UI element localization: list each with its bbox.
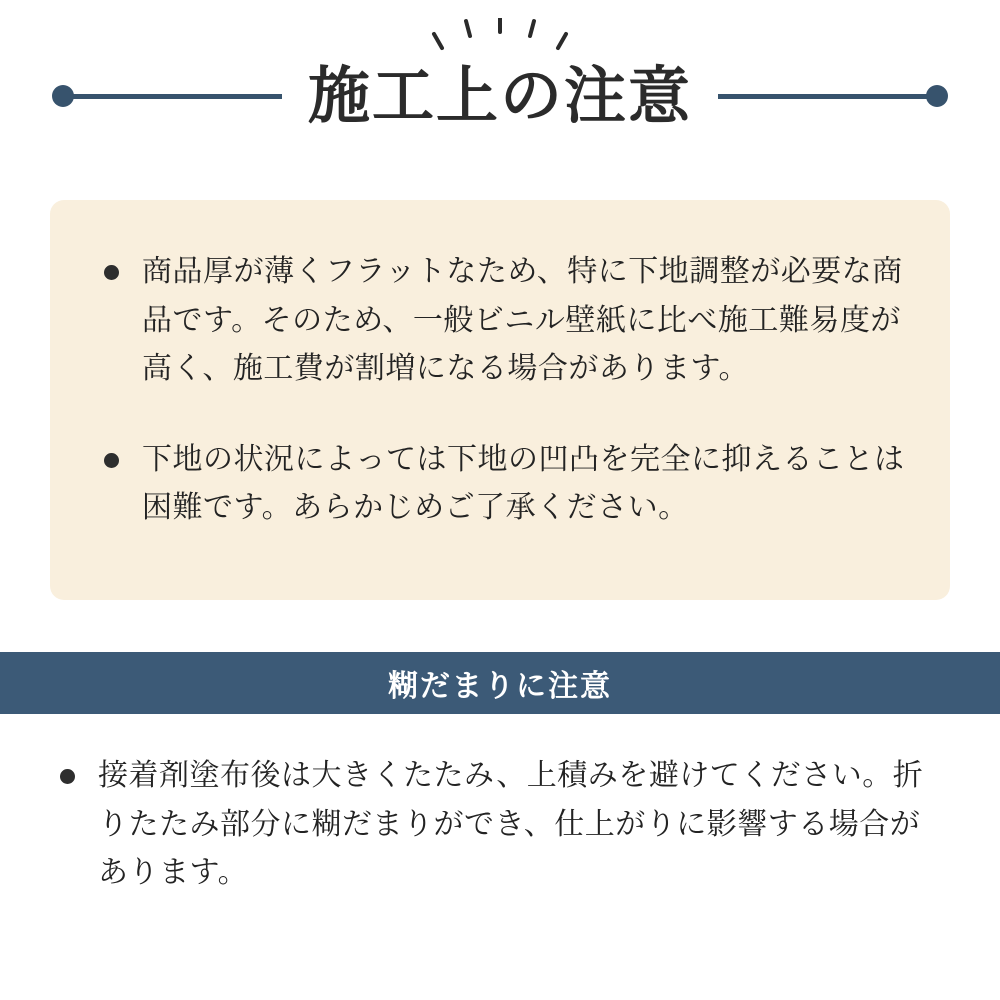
page-title: 施工上の注意 — [307, 59, 692, 132]
title-dot-right — [926, 85, 948, 107]
title-row — [0, 59, 1000, 132]
section-band — [0, 652, 1000, 714]
page-header — [0, 0, 1000, 180]
title-rule-right — [718, 94, 946, 99]
note-bullet-list — [94, 248, 906, 533]
sparkle-burst-icon — [0, 18, 1000, 58]
note-card — [50, 200, 950, 600]
title-rule-left — [54, 94, 282, 99]
list-item: 商品厚が薄くフラットなため、特に下地調整が必要な商品です。そのため、一般ビニル壁紙に比べ施工難易度が高く、施工費が割増になる場合があります。 — [94, 248, 906, 394]
lower-bullet-list — [50, 752, 950, 898]
list-item: 接着剤塗布後は大きくたたみ、上積みを避けてください。折りたたみ部分に糊だまりができ、仕上がりに影響する場合があります。 — [50, 752, 950, 898]
lower-section — [50, 752, 950, 898]
section-band-title: 糊だまりに注意 — [388, 669, 612, 704]
list-item: 下地の状況によっては下地の凹凸を完全に抑えることは困難です。あらかじめご了承ください。 — [94, 436, 906, 533]
title-dot-left — [52, 85, 74, 107]
